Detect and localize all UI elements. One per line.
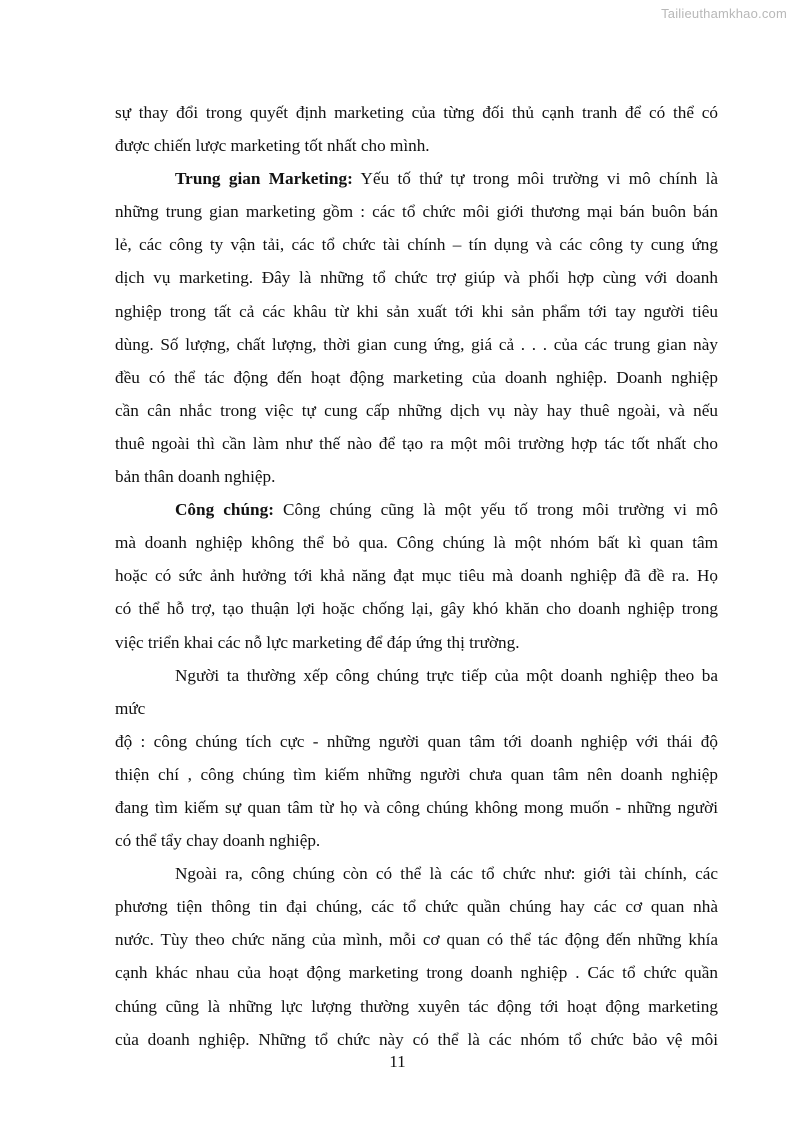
document-body xyxy=(115,96,718,1056)
text-line: dịch vụ marketing. Đây là những tổ chức trợ giúp và phối hợp cùng với doanh xyxy=(115,268,718,288)
text-line: có thể hỗ trợ, tạo thuận lợi hoặc chống lại, gây khó khăn cho doanh nghiệp trong xyxy=(115,599,718,619)
text-line: thuê ngoài thì cần làm như thế nào để tạo ra một môi trường hợp tác tốt nhất cho xyxy=(115,433,718,453)
text-line: nước. Tùy theo chức năng của mình, mỗi cơ quan có thể tác động đến những khía xyxy=(115,930,718,950)
text-line: thiện chí , công chúng tìm kiếm những người chưa quan tâm nên doanh nghiệp xyxy=(115,764,718,784)
section-heading-marketing-intermediaries: Trung gian Marketing: xyxy=(175,169,353,189)
paragraph-first-line: Người ta thường xếp công chúng trực tiếp của một doanh nghiệp theo ba xyxy=(175,665,718,685)
text-line: những trung gian marketing gồm : các tổ chức môi giới thương mại bán buôn bán xyxy=(115,202,718,222)
text-line: hoặc có sức ảnh hưởng tới khả năng đạt mục tiêu mà doanh nghiệp đã đề ra. Họ xyxy=(115,566,718,586)
text-line: độ : công chúng tích cực - những người quan tâm tới doanh nghiệp với thái độ xyxy=(115,731,718,751)
text-line: mà doanh nghiệp không thể bỏ qua. Công chúng là một nhóm bất kì quan tâm xyxy=(115,533,718,553)
text-line: đang tìm kiếm sự quan tâm từ họ và công chúng không mong muốn - những người xyxy=(115,797,718,817)
text-line: được chiến lược marketing tốt nhất cho mình. xyxy=(115,136,430,156)
text-line: bản thân doanh nghiệp. xyxy=(115,467,276,487)
text-line: có thể tẩy chay doanh nghiệp. xyxy=(115,831,321,851)
text-line: của doanh nghiệp. Những tổ chức này có thể là các nhóm tổ chức bảo vệ môi xyxy=(115,1029,718,1049)
text-line: dùng. Số lượng, chất lượng, thời gian cung ứng, giá cả . . . của các trung gian này xyxy=(115,334,718,354)
text-line: cần cân nhắc trong việc tự cung cấp những dịch vụ này hay thuê ngoài, và nếu xyxy=(115,400,718,420)
text-line: cạnh khác nhau của hoạt động marketing trong doanh nghiệp . Các tổ chức quần xyxy=(115,963,718,983)
watermark: Tailieuthamkhao.com xyxy=(661,6,787,21)
text-line: việc triển khai các nỗ lực marketing để đáp ứng thị trường. xyxy=(115,632,520,652)
text-line: sự thay đổi trong quyết định marketing của từng đối thủ cạnh tranh để có thể có xyxy=(115,103,718,122)
text-line: đều có thể tác động đến hoạt động marketing của doanh nghiệp. Doanh nghiệp xyxy=(115,367,718,387)
text-line: phương tiện thông tin đại chúng, các tổ chức quần chúng hay các cơ quan nhà xyxy=(115,897,718,917)
section-heading-publics: Công chúng: xyxy=(175,500,274,520)
text-line: nghiệp trong tất cả các khâu từ khi sản xuất tới khi sản phẩm tới tay người tiêu xyxy=(115,301,718,321)
text-line: chúng cũng là những lực lượng thường xuyên tác động tới hoạt động marketing xyxy=(115,996,718,1016)
text-line: mức xyxy=(115,698,146,718)
page-number: 11 xyxy=(389,1052,406,1071)
text-run: Yếu tố thứ tự trong môi trường vi mô chính là xyxy=(352,169,718,189)
paragraph-first-line: Ngoài ra, công chúng còn có thể là các tổ chức như: giới tài chính, các xyxy=(175,864,718,884)
paragraph-first-line xyxy=(115,162,718,195)
text-line: lẻ, các công ty vận tải, các tổ chức tài chính – tín dụng và các công ty cung ứng xyxy=(115,235,718,255)
paragraph-first-line xyxy=(115,493,718,526)
text-run: Công chúng cũng là một yếu tố trong môi trường vi mô xyxy=(273,500,718,520)
